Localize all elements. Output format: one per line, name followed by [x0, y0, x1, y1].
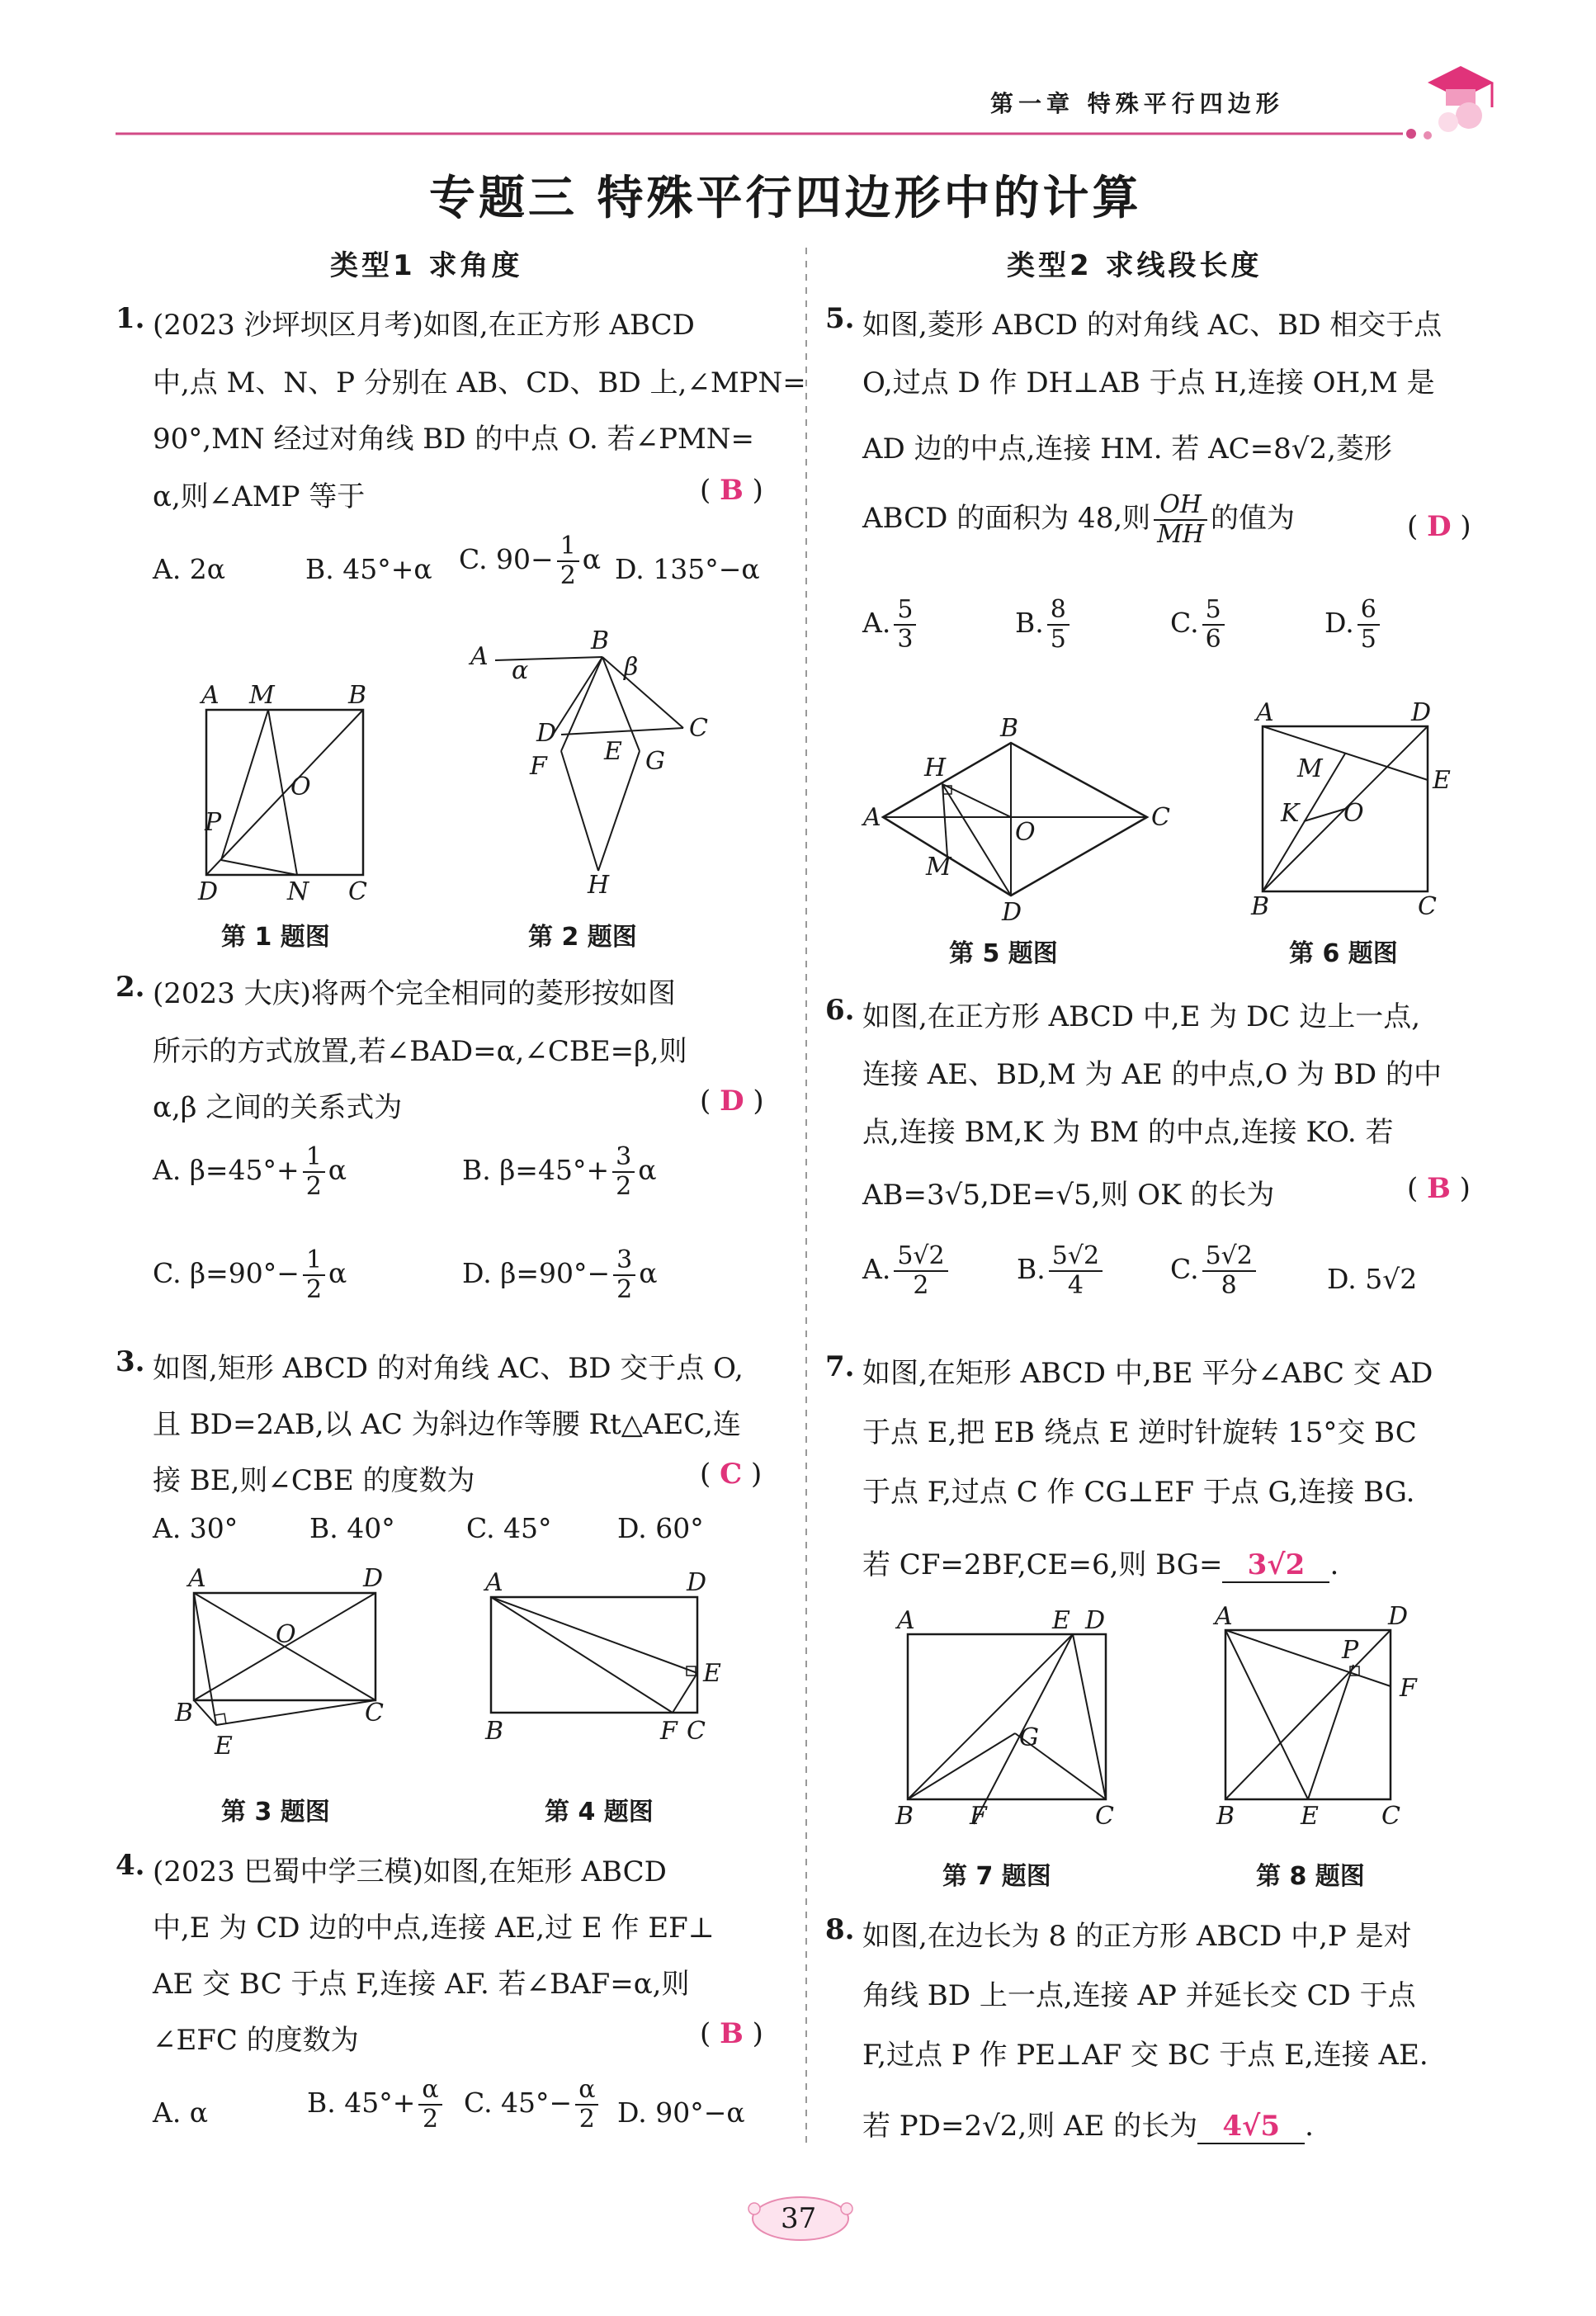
label-e: E: [1052, 1606, 1070, 1635]
label-d: D: [1411, 698, 1432, 727]
q8-line4-text: 若 PD=2√2,则 AE 的长为: [862, 2110, 1198, 2143]
q2-option-d-fraction: [613, 1246, 635, 1304]
figure-5: [858, 710, 1172, 924]
fraction-numerator: 3: [612, 1143, 635, 1173]
label-e: E: [1301, 1802, 1319, 1831]
label-b: B: [895, 1802, 914, 1831]
q2-option-c: [153, 1246, 347, 1304]
figure-4: [470, 1564, 734, 1779]
fraction-numerator: 3: [613, 1246, 635, 1276]
label-alpha: α: [512, 656, 529, 685]
period: .: [1305, 2110, 1314, 2143]
label-d: D: [1002, 898, 1022, 924]
fraction-numerator: 5√2: [1049, 1242, 1103, 1272]
label-d: D: [1085, 1606, 1106, 1635]
q2-line1: (2023 大庆)将两个完全相同的菱形按如图: [153, 977, 676, 1010]
q3-answer: C: [720, 1458, 743, 1491]
label-h: H: [924, 754, 947, 782]
fraction-numerator: 1: [303, 1143, 325, 1173]
label-c: C: [348, 877, 367, 906]
q5-option-a-fraction: [894, 596, 916, 654]
q4-option-c: [464, 2076, 602, 2134]
q2-option-d-suffix: α: [639, 1257, 658, 1289]
chapter-header: 第一章 特殊平行四边形: [990, 90, 1284, 117]
q5-option-d-fraction: [1358, 596, 1380, 654]
q5-option-d: [1324, 596, 1383, 654]
q2-option-a: [153, 1143, 347, 1201]
q4-option-c-fraction: [575, 2076, 598, 2134]
q1-option-c-suffix: α: [582, 543, 602, 575]
fraction-denominator: 2: [616, 1275, 633, 1304]
q4-line3: AE 交 BC 于点 F,连接 AF. 若∠BAF=α,则: [153, 1968, 690, 2001]
q2-number: 2.: [116, 971, 145, 1004]
fraction-denominator: 8: [1221, 1271, 1237, 1300]
q6-option-a: [862, 1242, 951, 1300]
q5-fraction: [1154, 491, 1207, 549]
q2-option-b-text: B. β=45°+: [462, 1154, 610, 1186]
fraction-numerator: 1: [303, 1246, 325, 1276]
page-title: 专题三 特殊平行四边形中的计算: [429, 172, 1142, 225]
q2-option-a-text: A. β=45°+: [153, 1154, 300, 1186]
figure-6-caption: 第 6 题图: [1289, 939, 1398, 968]
fraction-numerator: 5: [894, 596, 916, 626]
q2-option-a-fraction: [303, 1143, 325, 1201]
fraction-denominator: 2: [305, 1172, 322, 1201]
q4-answer: B: [720, 2017, 744, 2050]
fraction-denominator: 2: [913, 1271, 929, 1300]
fraction-denominator: 2: [578, 2105, 595, 2134]
q5-option-b: [1015, 596, 1073, 654]
column-divider: [805, 248, 808, 2146]
figure-3: [165, 1560, 413, 1775]
paren-open: (: [700, 474, 711, 507]
fraction-numerator: 5: [1202, 596, 1225, 626]
q2-option-b: [462, 1143, 657, 1201]
q6-line1: 如图,在正方形 ABCD 中,E 为 DC 边上一点,: [862, 1000, 1420, 1033]
q4-option-b-fraction: [418, 2076, 441, 2134]
q1-option-d: D. 135°−α: [615, 553, 760, 585]
paren-open: (: [700, 2017, 711, 2050]
paren-close: ): [750, 1458, 763, 1491]
q1-answer: B: [720, 474, 744, 507]
paren-close: ): [752, 474, 763, 507]
label-a: A: [863, 803, 881, 832]
label-c: C: [1095, 1802, 1114, 1831]
fraction-denominator: 5: [1360, 625, 1376, 654]
label-b: B: [175, 1699, 194, 1728]
label-f: F: [1400, 1674, 1417, 1703]
q7-answer: 3√2: [1222, 1548, 1329, 1583]
q4-answer-bracket: [700, 2017, 763, 2050]
q4-line4: ∠EFC 的度数为: [153, 2024, 359, 2057]
paren-close: ): [1459, 1172, 1471, 1205]
paren-open: (: [700, 1085, 711, 1118]
label-e: E: [215, 1732, 233, 1761]
q4-line1: (2023 巴蜀中学三模)如图,在矩形 ABCD: [153, 1855, 667, 1888]
label-e: E: [703, 1659, 721, 1688]
graduation-cap-icon: [1419, 58, 1502, 140]
fraction-denominator: 2: [422, 2105, 439, 2134]
q5-option-a: [862, 596, 919, 654]
option-label: B.: [1017, 1253, 1046, 1285]
label-b: B: [1251, 892, 1270, 920]
q2-answer-bracket: [700, 1085, 764, 1118]
fraction-numerator: 8: [1047, 596, 1070, 626]
q5-answer-bracket: [1407, 510, 1471, 543]
figure-2: [462, 627, 726, 900]
label-b: B: [485, 1717, 504, 1746]
q8-answer: 4√5: [1197, 2110, 1305, 2144]
q1-line2: 中,点 M、N、P 分别在 AB、CD、BD 上,∠MPN=: [153, 366, 806, 399]
paren-open: (: [1407, 510, 1419, 543]
header-rule: [116, 124, 1518, 149]
label-beta: β: [624, 653, 639, 682]
option-label: B.: [1015, 607, 1044, 639]
figure-6: [1238, 697, 1485, 920]
q4-option-a: A. α: [153, 2096, 209, 2129]
q8-number: 8.: [825, 1913, 855, 1946]
label-f: F: [970, 1802, 987, 1831]
q3-option-a: A. 30°: [153, 1512, 238, 1544]
q8-line2: 角线 BD 上一点,连接 AP 并延长交 CD 于点: [862, 1979, 1416, 2012]
label-d: D: [536, 719, 557, 748]
q7-line3: 于点 F,过点 C 作 CG⊥EF 于点 G,连接 BG.: [862, 1476, 1415, 1509]
q4-option-d: D. 90°−α: [617, 2096, 745, 2129]
figure-7: [887, 1605, 1135, 1836]
q4-number: 4.: [116, 1849, 145, 1882]
q1-option-c-fraction: [557, 532, 579, 590]
q6-option-b-fraction: [1049, 1242, 1103, 1300]
q6-answer: B: [1427, 1172, 1451, 1205]
figure-8-caption: 第 8 题图: [1256, 1862, 1365, 1891]
q6-option-a-fraction: [894, 1242, 947, 1300]
label-a: A: [470, 642, 489, 671]
option-label: D.: [1324, 607, 1354, 639]
q3-option-d: D. 60°: [617, 1512, 704, 1544]
q3-line3: 接 BE,则∠CBE 的度数为: [153, 1464, 475, 1497]
label-c: C: [687, 1717, 706, 1746]
q1-answer-bracket: [700, 474, 763, 507]
q7-line4-text: 若 CF=2BF,CE=6,则 BG=: [862, 1548, 1223, 1581]
q2-line2: 所示的方式放置,若∠BAD=α,∠CBE=β,则: [153, 1035, 687, 1068]
fraction-denominator: 2: [305, 1275, 323, 1304]
figure-4-caption: 第 4 题图: [545, 1798, 654, 1827]
figure-3-caption: 第 3 题图: [221, 1798, 330, 1827]
fraction-denominator: 4: [1067, 1271, 1084, 1300]
q8-line4: [862, 2103, 1314, 2144]
page-number: 37: [781, 2202, 817, 2235]
label-o: O: [1015, 818, 1036, 847]
q5-option-b-fraction: [1047, 596, 1070, 654]
q2-option-c-fraction: [303, 1246, 325, 1304]
label-e: E: [1433, 766, 1451, 795]
label-m: M: [1297, 754, 1323, 783]
q5-line4-text: ABCD 的面积为 48,则: [862, 502, 1151, 535]
q4-option-b-text: B. 45°+: [307, 2087, 416, 2119]
q2-option-b-suffix: α: [638, 1154, 657, 1186]
q3-option-c: C. 45°: [466, 1512, 552, 1544]
q6-option-c-fraction: [1202, 1242, 1256, 1300]
q4-option-b: [307, 2076, 446, 2134]
label-c: C: [689, 714, 708, 743]
fraction-denominator: 2: [560, 561, 576, 590]
q7-line2: 于点 E,把 EB 绕点 E 逆时针旋转 15°交 BC: [862, 1416, 1417, 1449]
label-b: B: [348, 681, 367, 710]
paren-open: (: [1407, 1172, 1419, 1205]
fraction-denominator: 3: [897, 625, 914, 654]
q3-answer-bracket: [700, 1458, 762, 1491]
q1-option-a: A. 2α: [153, 553, 226, 585]
label-k: K: [1281, 799, 1300, 828]
q2-option-d-text: D. β=90°−: [462, 1257, 611, 1289]
label-b: B: [1216, 1802, 1235, 1831]
label-m: M: [249, 681, 275, 710]
q6-number: 6.: [825, 994, 855, 1027]
option-label: C.: [1170, 1253, 1199, 1285]
q6-answer-bracket: [1407, 1172, 1471, 1205]
period: .: [1329, 1548, 1339, 1581]
q6-option-b: [1017, 1242, 1106, 1300]
paren-close: ): [753, 1085, 764, 1118]
q6-option-c: [1170, 1242, 1259, 1300]
figure-1: [190, 677, 380, 908]
q1-line3: 90°,MN 经过对角线 BD 的中点 O. 若∠PMN=: [153, 423, 755, 456]
figure-2-caption: 第 2 题图: [528, 923, 637, 952]
q5-number: 5.: [825, 302, 855, 335]
paren-close: ): [752, 2017, 763, 2050]
q8-line3: F,过点 P 作 PE⊥AF 交 BC 于点 E,连接 AE.: [862, 2039, 1428, 2072]
q4-line2: 中,E 为 CD 边的中点,连接 AE,过 E 作 EF⊥: [153, 1912, 715, 1945]
q6-line3: 点,连接 BM,K 为 BM 的中点,连接 KO. 若: [862, 1116, 1394, 1149]
q5-line4: [862, 491, 1295, 549]
fraction-numerator: 5√2: [1202, 1242, 1256, 1272]
label-d: D: [198, 877, 219, 906]
q4-option-c-text: C. 45°−: [464, 2087, 573, 2119]
label-a: A: [188, 1564, 206, 1593]
q3-option-b: B. 40°: [309, 1512, 395, 1544]
fraction-denominator: 5: [1050, 625, 1066, 654]
paren-close: ): [1460, 510, 1471, 543]
q2-option-a-suffix: α: [328, 1154, 347, 1186]
fraction-denominator: 2: [616, 1172, 632, 1201]
label-d: D: [1388, 1602, 1409, 1631]
q2-option-c-text: C. β=90°−: [153, 1257, 300, 1289]
label-f: F: [660, 1717, 678, 1746]
type1-heading: 类型1 求角度: [330, 249, 523, 282]
label-p: P: [1342, 1636, 1359, 1665]
q1-option-c: [459, 532, 601, 590]
q1-number: 1.: [116, 302, 145, 335]
label-o: O: [1343, 799, 1364, 828]
fraction-denominator: 6: [1205, 625, 1221, 654]
q7-number: 7.: [825, 1350, 855, 1383]
label-c: C: [1381, 1802, 1400, 1831]
label-p: P: [205, 808, 222, 837]
figure-7-caption: 第 7 题图: [942, 1862, 1051, 1891]
q5-option-c: [1170, 596, 1228, 654]
label-f: F: [530, 752, 547, 781]
q5-line1: 如图,菱形 ABCD 的对角线 AC、BD 相交于点: [862, 309, 1443, 342]
option-label: A.: [862, 607, 891, 639]
label-c: C: [1418, 892, 1437, 920]
label-g: G: [1019, 1723, 1039, 1752]
q5-line4-suffix: 的值为: [1211, 502, 1296, 535]
fraction-numerator: α: [418, 2076, 441, 2106]
fraction-numerator: 5√2: [894, 1242, 947, 1272]
q6-line4: AB=3√5,DE=√5,则 OK 的长为: [862, 1179, 1275, 1212]
label-m: M: [926, 853, 951, 881]
q1-line1: (2023 沙坪坝区月考)如图,在正方形 ABCD: [153, 309, 695, 342]
figure-8: [1205, 1597, 1452, 1836]
label-a: A: [201, 681, 220, 710]
figure-5-caption: 第 5 题图: [949, 939, 1058, 968]
q6-option-d: D. 5√2: [1327, 1263, 1418, 1295]
option-label: A.: [862, 1253, 891, 1285]
fraction-numerator: 1: [557, 532, 579, 562]
q3-line2: 且 BD=2AB,以 AC 为斜边作等腰 Rt△AEC,连: [153, 1408, 741, 1441]
label-a: A: [897, 1606, 915, 1635]
q1-line4: α,则∠AMP 等于: [153, 480, 366, 513]
label-o: O: [290, 773, 311, 801]
label-a: A: [1215, 1602, 1233, 1631]
label-o: O: [276, 1620, 296, 1649]
q5-line2: O,过点 D 作 DH⊥AB 于点 H,连接 OH,M 是: [862, 366, 1435, 399]
q2-option-c-suffix: α: [328, 1257, 347, 1289]
fraction-numerator: 6: [1358, 596, 1380, 626]
label-a: A: [485, 1568, 503, 1597]
fraction-numerator: α: [575, 2076, 598, 2106]
label-d: D: [363, 1564, 384, 1593]
label-b: B: [591, 627, 610, 655]
label-a: A: [1256, 698, 1274, 727]
option-label: C.: [1170, 607, 1199, 639]
label-e: E: [604, 737, 622, 766]
q5-line3: AD 边的中点,连接 HM. 若 AC=8√2,菱形: [862, 432, 1392, 466]
q2-line3: α,β 之间的关系式为: [153, 1091, 403, 1124]
q7-line4: [862, 1542, 1339, 1583]
q1-option-c-text: C. 90−: [459, 543, 554, 575]
fraction-numerator: OH: [1154, 491, 1207, 521]
q2-option-d: [462, 1246, 658, 1304]
type2-heading: 类型2 求线段长度: [1007, 249, 1263, 282]
q1-option-b: B. 45°+α: [305, 553, 432, 585]
label-n: N: [287, 877, 309, 906]
figure-1-caption: 第 1 题图: [221, 923, 330, 952]
paren-open: (: [700, 1458, 711, 1491]
label-h: H: [588, 871, 610, 900]
label-g: G: [645, 747, 665, 776]
fraction-denominator: MH: [1157, 520, 1205, 549]
q2-option-b-fraction: [612, 1143, 635, 1201]
q5-option-c-fraction: [1202, 596, 1225, 654]
label-b: B: [1000, 714, 1019, 743]
q8-line1: 如图,在边长为 8 的正方形 ABCD 中,P 是对: [862, 1920, 1412, 1953]
q3-line1: 如图,矩形 ABCD 的对角线 AC、BD 交于点 O,: [153, 1352, 744, 1385]
q6-line2: 连接 AE、BD,M 为 AE 的中点,O 为 BD 的中: [862, 1058, 1442, 1091]
q3-number: 3.: [116, 1345, 145, 1378]
q7-line1: 如图,在矩形 ABCD 中,BE 平分∠ABC 交 AD: [862, 1357, 1433, 1390]
label-c: C: [1151, 803, 1170, 832]
label-c: C: [365, 1699, 384, 1728]
q5-answer: D: [1427, 510, 1452, 543]
q2-answer: D: [720, 1085, 744, 1118]
label-d: D: [687, 1568, 707, 1597]
